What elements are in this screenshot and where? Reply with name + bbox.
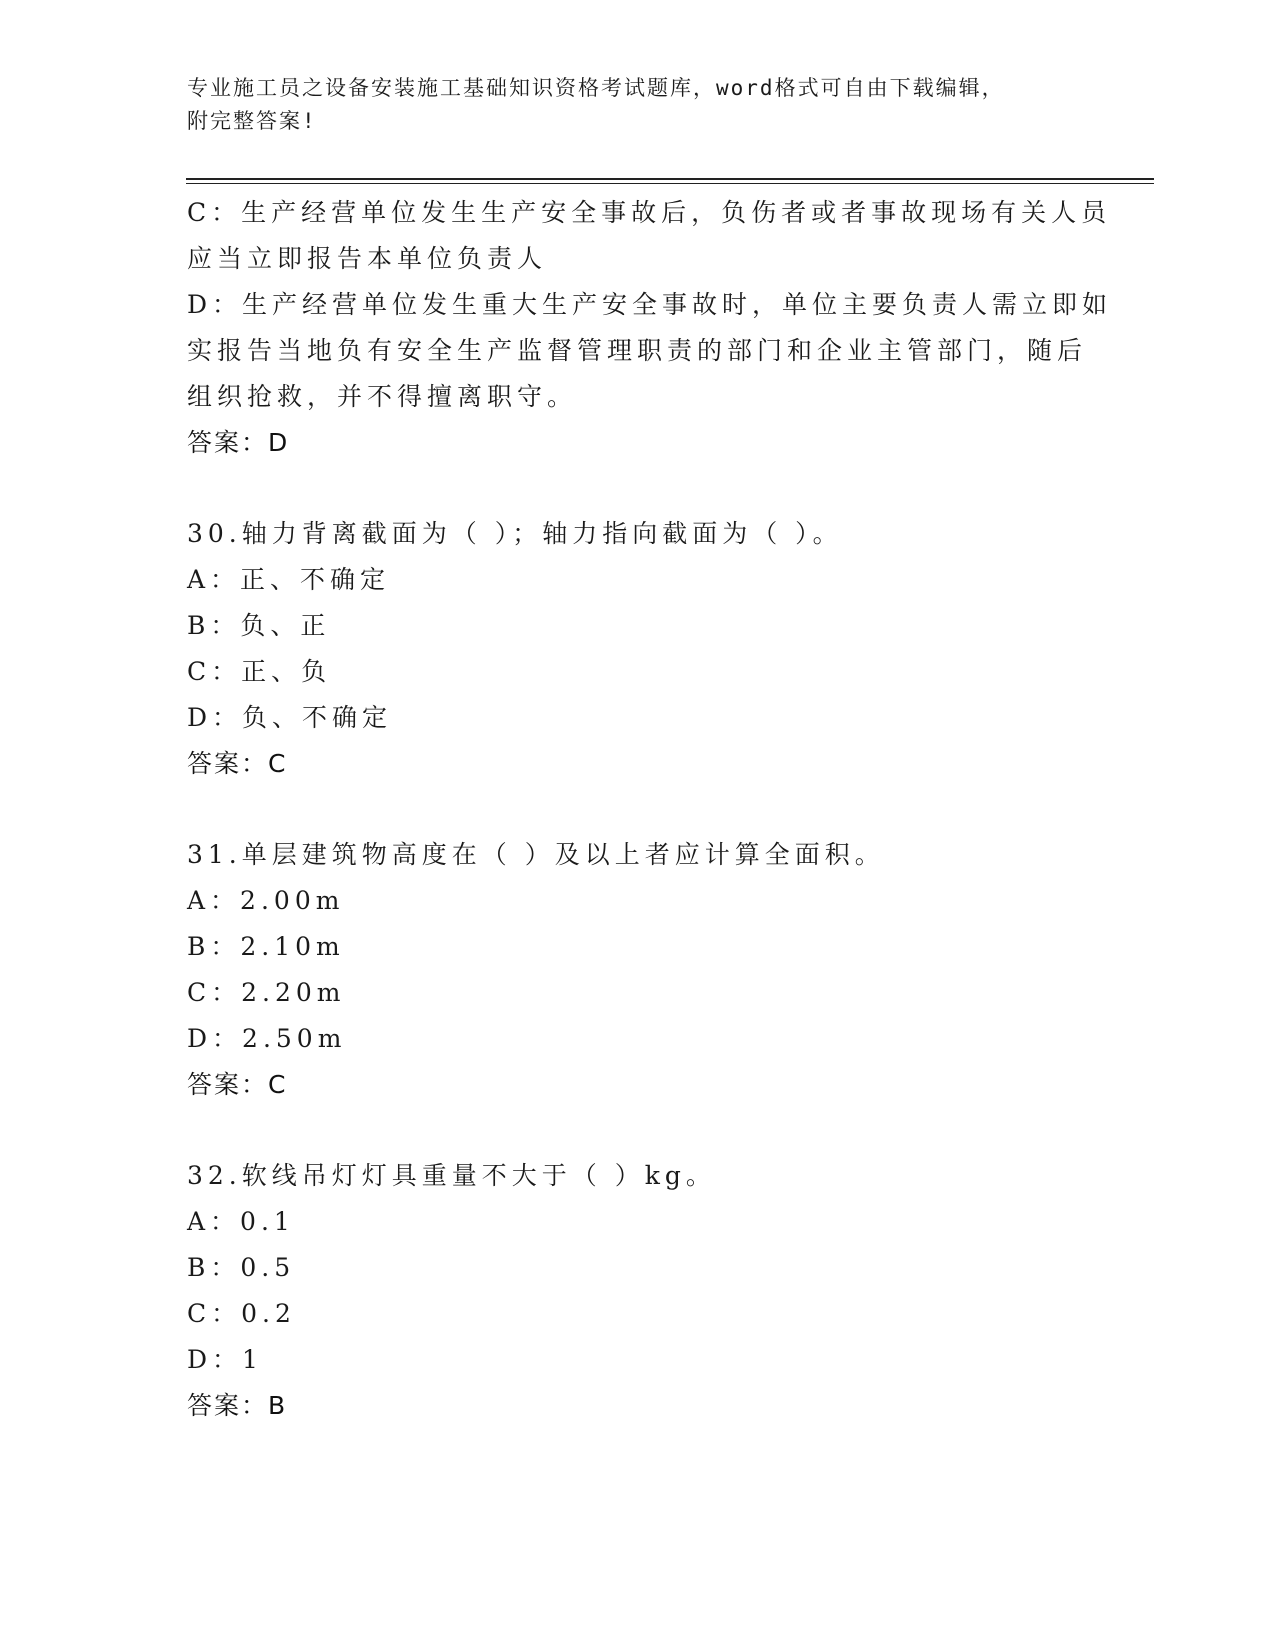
question-content [187,190,1113,1429]
answer: 答案：B [187,1391,288,1420]
option-d-line-1: D：生产经营单位发生重大生产安全事故时，单位主要负责人需立即如 [187,290,1113,319]
option-d: D：负、不确定 [187,703,393,732]
question-31 [187,832,1087,1108]
option-b: B：负、正 [187,611,331,640]
question-30 [187,511,1087,787]
question-stem: 31.单层建筑物高度在（ ）及以上者应计算全面积。 [187,840,885,869]
question-stem: 30.轴力背离截面为（ ）；轴力指向截面为（ ）。 [187,519,843,548]
option-d: D：2.50m [187,1024,347,1053]
answer: 答案：C [187,1070,288,1099]
answer: 答案：D [187,428,290,457]
option-a: A：0.1 [187,1207,295,1236]
option-b: B：0.5 [187,1253,296,1282]
option-c: C：2.20m [187,978,346,1007]
option-a: A：正、不确定 [187,565,391,594]
question-32 [187,1153,1087,1429]
header-line-1: 专业施工员之设备安装施工基础知识资格考试题库，word格式可自由下载编辑， [187,76,1005,100]
option-d: D：1 [187,1345,263,1374]
option-d-line-2: 实报告当地负有安全生产监督管理职责的部门和企业主管部门，随后 [187,336,1088,365]
header-line-2: 附完整答案! [187,109,317,133]
document-header [187,72,1067,138]
option-c-line-2: 应当立即报告本单位负责人 [187,244,548,273]
option-b: B：2.10m [187,932,345,961]
option-c: C：0.2 [187,1299,296,1328]
continued-question [187,190,1113,466]
option-d-line-3: 组织抢救，并不得擅离职守。 [187,382,578,411]
header-divider [186,178,1154,184]
option-c-line-1: C：生产经营单位发生生产安全事故后，负伤者或者事故现场有关人员 [187,198,1112,227]
option-a: A：2.00m [187,886,345,915]
question-stem: 32.软线吊灯灯具重量不大于（ ）kg。 [187,1161,716,1190]
option-c: C：正、负 [187,657,332,686]
answer: 答案：C [187,749,288,778]
